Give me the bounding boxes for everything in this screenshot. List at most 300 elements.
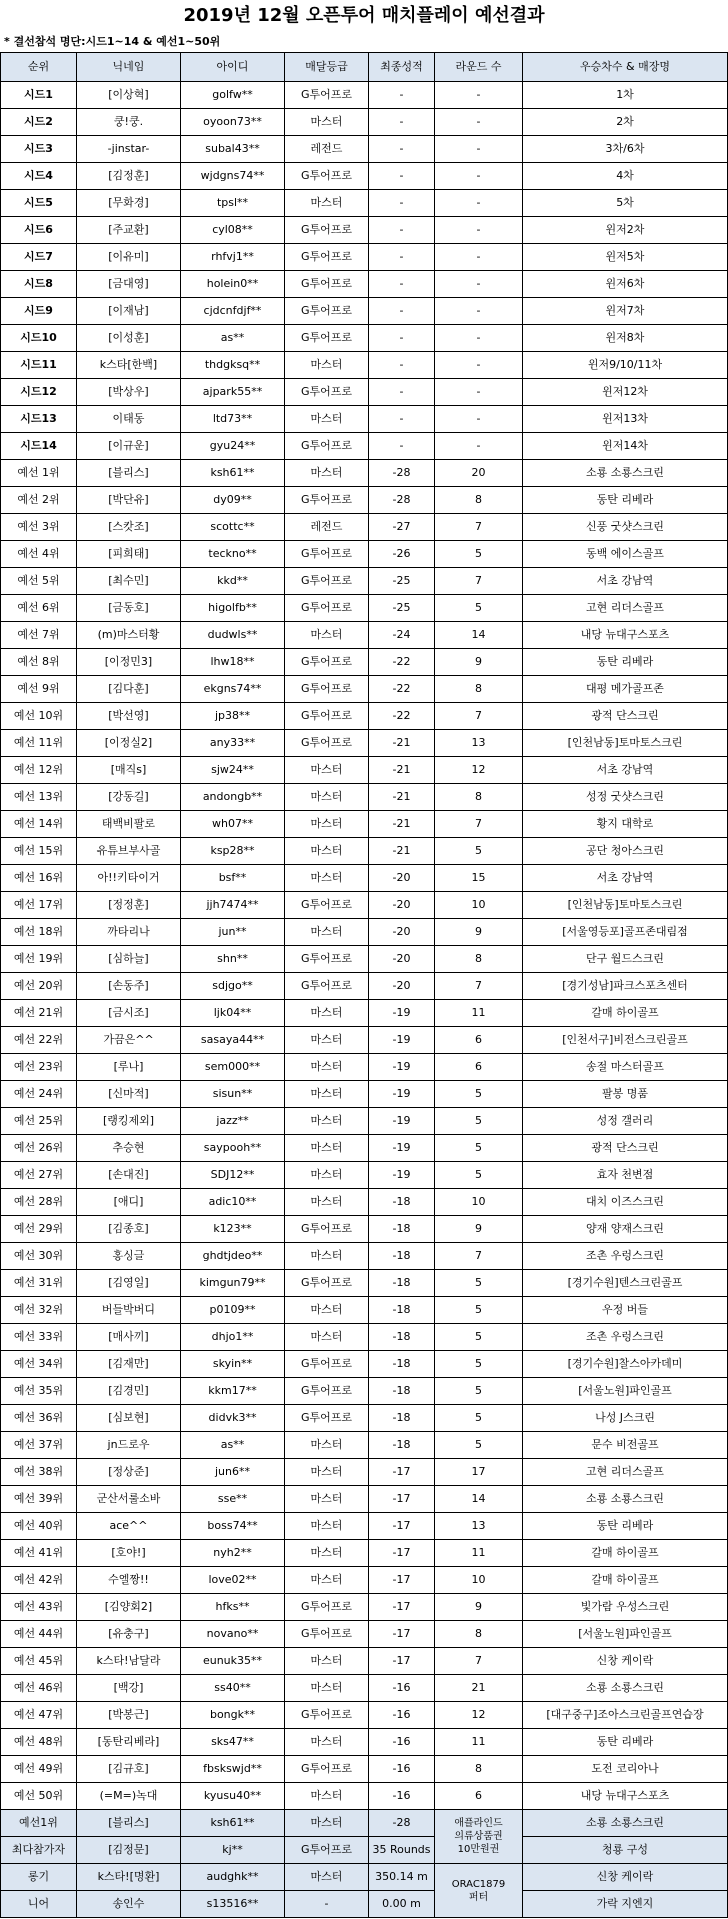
cell-final-score: -	[369, 244, 435, 271]
cell-nickname: [스캇조]	[77, 514, 181, 541]
cell-rank: 예선 9위	[1, 676, 77, 703]
cell-user-id: nyh2**	[181, 1540, 285, 1567]
prelim-row	[1, 676, 728, 703]
cell-rank: 예선 42위	[1, 1567, 77, 1594]
cell-final-score: -25	[369, 595, 435, 622]
prelim-row	[1, 595, 728, 622]
cell-final-score: -21	[369, 838, 435, 865]
cell-round-count: 11	[435, 1540, 523, 1567]
prelim-row	[1, 1378, 728, 1405]
cell-nickname: [금시조]	[77, 1000, 181, 1027]
cell-grade: G투어프로	[285, 1621, 369, 1648]
cell-venue: [대구중구]조아스크린골프연습장	[523, 1702, 728, 1729]
cell-rank: 시드9	[1, 298, 77, 325]
cell-rank: 예선 19위	[1, 946, 77, 973]
cell-final-score: -19	[369, 1135, 435, 1162]
award-venue: 청룡 구성	[523, 1837, 728, 1864]
cell-nickname: [유충구]	[77, 1621, 181, 1648]
cell-rank: 시드1	[1, 82, 77, 109]
cell-grade: 마스터	[285, 1675, 369, 1702]
cell-final-score: -16	[369, 1702, 435, 1729]
cell-round-count: 8	[435, 676, 523, 703]
cell-venue: 송절 마스터골프	[523, 1054, 728, 1081]
cell-grade: 마스터	[285, 1054, 369, 1081]
award-row	[1, 1864, 728, 1891]
cell-grade: 마스터	[285, 1432, 369, 1459]
cell-rank: 예선 11위	[1, 730, 77, 757]
cell-rank: 예선 4위	[1, 541, 77, 568]
cell-grade: 마스터	[285, 1567, 369, 1594]
prelim-row	[1, 1081, 728, 1108]
cell-rank: 예선 16위	[1, 865, 77, 892]
cell-rank: 예선 1위	[1, 460, 77, 487]
cell-nickname: k스타[한백]	[77, 352, 181, 379]
prelim-row	[1, 1000, 728, 1027]
prelim-row	[1, 1648, 728, 1675]
cell-venue: 우정 버들	[523, 1297, 728, 1324]
cell-user-id: sse**	[181, 1486, 285, 1513]
cell-nickname: [정정훈]	[77, 892, 181, 919]
award-row	[1, 1837, 728, 1864]
cell-grade: 마스터	[285, 1729, 369, 1756]
cell-final-score: -18	[369, 1270, 435, 1297]
cell-nickname: [박봉근]	[77, 1702, 181, 1729]
prelim-row	[1, 1783, 728, 1810]
cell-venue: 고현 리더스골프	[523, 595, 728, 622]
prelim-row	[1, 1162, 728, 1189]
cell-user-id: sisun**	[181, 1081, 285, 1108]
prelim-row	[1, 514, 728, 541]
cell-final-score: -16	[369, 1783, 435, 1810]
cell-grade: G투어프로	[285, 1405, 369, 1432]
cell-user-id: thdgksq**	[181, 352, 285, 379]
header-round-count: 라운드 수	[435, 53, 523, 82]
header-row	[1, 53, 728, 82]
cell-rank: 예선 30위	[1, 1243, 77, 1270]
cell-venue: 갈매 하이골프	[523, 1540, 728, 1567]
cell-round-count: -	[435, 244, 523, 271]
cell-final-score: -20	[369, 946, 435, 973]
cell-rank: 예선 28위	[1, 1189, 77, 1216]
prelim-row	[1, 811, 728, 838]
cell-rank: 시드7	[1, 244, 77, 271]
cell-round-count: -	[435, 109, 523, 136]
seed-row	[1, 406, 728, 433]
cell-user-id: ajpark55**	[181, 379, 285, 406]
cell-grade: G투어프로	[285, 244, 369, 271]
cell-nickname: 유튜브부사골	[77, 838, 181, 865]
cell-final-score: -	[369, 136, 435, 163]
cell-round-count: -	[435, 379, 523, 406]
prelim-row	[1, 1621, 728, 1648]
cell-round-count: 12	[435, 757, 523, 784]
cell-rank: 예선 47위	[1, 1702, 77, 1729]
cell-nickname: [애디]	[77, 1189, 181, 1216]
cell-nickname: [블리스]	[77, 460, 181, 487]
seed-row	[1, 190, 728, 217]
cell-final-score: -16	[369, 1756, 435, 1783]
cell-round-count: 5	[435, 1432, 523, 1459]
cell-final-score: -17	[369, 1594, 435, 1621]
cell-grade: G투어프로	[285, 217, 369, 244]
cell-venue: 2차	[523, 109, 728, 136]
cell-grade: G투어프로	[285, 298, 369, 325]
cell-nickname: 추승현	[77, 1135, 181, 1162]
cell-user-id: fbskswjd**	[181, 1756, 285, 1783]
award-grade: -	[285, 1891, 369, 1918]
prelim-row	[1, 1324, 728, 1351]
cell-grade: 마스터	[285, 352, 369, 379]
cell-grade: 마스터	[285, 1297, 369, 1324]
cell-grade: 마스터	[285, 865, 369, 892]
seed-row	[1, 136, 728, 163]
prelim-row	[1, 730, 728, 757]
award-title: 니어	[1, 1891, 77, 1918]
cell-grade: G투어프로	[285, 1594, 369, 1621]
cell-venue: 효자 천변점	[523, 1162, 728, 1189]
award-nickname: k스타![명환]	[77, 1864, 181, 1891]
award-grade: 마스터	[285, 1810, 369, 1837]
cell-user-id: kkd**	[181, 568, 285, 595]
cell-final-score: -19	[369, 1000, 435, 1027]
cell-nickname: [김정훈]	[77, 163, 181, 190]
cell-nickname: -jinstar-	[77, 136, 181, 163]
prelim-row	[1, 1405, 728, 1432]
cell-round-count: -	[435, 271, 523, 298]
cell-venue: 고현 리더스골프	[523, 1459, 728, 1486]
cell-round-count: 5	[435, 595, 523, 622]
cell-final-score: -	[369, 379, 435, 406]
cell-final-score: -	[369, 190, 435, 217]
cell-grade: G투어프로	[285, 325, 369, 352]
cell-venue: [서울노원]파인골프	[523, 1621, 728, 1648]
cell-final-score: -20	[369, 919, 435, 946]
seed-row	[1, 433, 728, 460]
cell-round-count: 9	[435, 919, 523, 946]
cell-grade: 마스터	[285, 1486, 369, 1513]
cell-round-count: 5	[435, 1135, 523, 1162]
cell-user-id: sdjgo**	[181, 973, 285, 1000]
prelim-row	[1, 1540, 728, 1567]
cell-round-count: 21	[435, 1675, 523, 1702]
award-nickname: [블리스]	[77, 1810, 181, 1837]
award-venue: 신창 케이락	[523, 1864, 728, 1891]
cell-final-score: -	[369, 109, 435, 136]
cell-round-count: -	[435, 136, 523, 163]
cell-rank: 예선 32위	[1, 1297, 77, 1324]
cell-grade: G투어프로	[285, 1216, 369, 1243]
cell-grade: 마스터	[285, 919, 369, 946]
cell-venue: 조촌 우렁스크린	[523, 1324, 728, 1351]
cell-user-id: novano**	[181, 1621, 285, 1648]
cell-round-count: 6	[435, 1054, 523, 1081]
cell-venue: 내당 뉴대구스포츠	[523, 1783, 728, 1810]
cell-round-count: 12	[435, 1702, 523, 1729]
cell-venue: 갈매 하이골프	[523, 1567, 728, 1594]
seed-row	[1, 379, 728, 406]
cell-venue: 동탄 리베라	[523, 649, 728, 676]
cell-nickname: [이재남]	[77, 298, 181, 325]
cell-grade: 마스터	[285, 1027, 369, 1054]
cell-venue: 윈저7차	[523, 298, 728, 325]
cell-round-count: 17	[435, 1459, 523, 1486]
cell-round-count: 8	[435, 487, 523, 514]
cell-nickname: [김경민]	[77, 1378, 181, 1405]
cell-nickname: [박상우]	[77, 379, 181, 406]
cell-grade: 마스터	[285, 1135, 369, 1162]
cell-grade: 마스터	[285, 109, 369, 136]
cell-rank: 시드6	[1, 217, 77, 244]
cell-grade: G투어프로	[285, 946, 369, 973]
cell-user-id: ekgns74**	[181, 676, 285, 703]
cell-round-count: 5	[435, 1378, 523, 1405]
cell-user-id: sks47**	[181, 1729, 285, 1756]
cell-user-id: jp38**	[181, 703, 285, 730]
cell-venue: 빛가람 우성스크린	[523, 1594, 728, 1621]
cell-grade: 마스터	[285, 784, 369, 811]
cell-grade: 마스터	[285, 811, 369, 838]
prelim-row	[1, 1513, 728, 1540]
cell-venue: 4차	[523, 163, 728, 190]
prelim-row	[1, 892, 728, 919]
cell-round-count: 5	[435, 1270, 523, 1297]
header-user-id: 아이디	[181, 53, 285, 82]
cell-grade: 마스터	[285, 1324, 369, 1351]
cell-rank: 예선 46위	[1, 1675, 77, 1702]
cell-user-id: as**	[181, 325, 285, 352]
cell-venue: [인천서구]비전스크린골프	[523, 1027, 728, 1054]
cell-nickname: 태백비팔로	[77, 811, 181, 838]
award-title: 예선1위	[1, 1810, 77, 1837]
seed-row	[1, 163, 728, 190]
cell-grade: 마스터	[285, 1540, 369, 1567]
cell-grade: 마스터	[285, 1189, 369, 1216]
cell-rank: 예선 35위	[1, 1378, 77, 1405]
award-venue: 소룡 소룡스크린	[523, 1810, 728, 1837]
cell-rank: 시드4	[1, 163, 77, 190]
cell-venue: [인천남동]토마토스크린	[523, 892, 728, 919]
cell-grade: 마스터	[285, 460, 369, 487]
cell-round-count: 8	[435, 1621, 523, 1648]
cell-user-id: adic10**	[181, 1189, 285, 1216]
cell-user-id: p0109**	[181, 1297, 285, 1324]
cell-rank: 예선 7위	[1, 622, 77, 649]
cell-rank: 시드2	[1, 109, 77, 136]
prelim-row	[1, 1189, 728, 1216]
cell-venue: 소룡 소룡스크린	[523, 460, 728, 487]
cell-venue: 윈저14차	[523, 433, 728, 460]
award-title: 롱기	[1, 1864, 77, 1891]
award-user-id: s13516**	[181, 1891, 285, 1918]
cell-user-id: ss40**	[181, 1675, 285, 1702]
prelim-row	[1, 865, 728, 892]
cell-rank: 예선 33위	[1, 1324, 77, 1351]
prelim-row	[1, 1459, 728, 1486]
cell-user-id: eunuk35**	[181, 1648, 285, 1675]
cell-grade: 마스터	[285, 1243, 369, 1270]
prelim-row	[1, 1216, 728, 1243]
cell-nickname: [김재만]	[77, 1351, 181, 1378]
cell-rank: 시드5	[1, 190, 77, 217]
cell-venue: 3차/6차	[523, 136, 728, 163]
cell-rank: 예선 41위	[1, 1540, 77, 1567]
cell-grade: 레전드	[285, 514, 369, 541]
cell-venue: [경기수원]텐스크린골프	[523, 1270, 728, 1297]
cell-rank: 예선 21위	[1, 1000, 77, 1027]
cell-venue: 내당 뉴대구스포츠	[523, 622, 728, 649]
cell-final-score: -19	[369, 1108, 435, 1135]
prelim-row	[1, 838, 728, 865]
cell-user-id: lhw18**	[181, 649, 285, 676]
prelim-row	[1, 784, 728, 811]
cell-rank: 예선 14위	[1, 811, 77, 838]
cell-nickname: 아!!키타이거	[77, 865, 181, 892]
cell-grade: G투어프로	[285, 1378, 369, 1405]
cell-rank: 시드8	[1, 271, 77, 298]
cell-nickname: [이규운]	[77, 433, 181, 460]
prelim-row	[1, 946, 728, 973]
cell-round-count: -	[435, 163, 523, 190]
header-rank: 순위	[1, 53, 77, 82]
prelim-row	[1, 1729, 728, 1756]
cell-final-score: -18	[369, 1351, 435, 1378]
cell-grade: 마스터	[285, 1459, 369, 1486]
award-grade: 마스터	[285, 1864, 369, 1891]
prelim-row	[1, 1054, 728, 1081]
cell-grade: G투어프로	[285, 163, 369, 190]
seed-row	[1, 109, 728, 136]
cell-round-count: 5	[435, 1108, 523, 1135]
cell-nickname: [신마적]	[77, 1081, 181, 1108]
cell-nickname: [이성훈]	[77, 325, 181, 352]
award-prize: ORAC1879 퍼터	[435, 1864, 523, 1918]
cell-round-count: 5	[435, 1324, 523, 1351]
cell-round-count: 5	[435, 1081, 523, 1108]
cell-round-count: 20	[435, 460, 523, 487]
seed-row	[1, 325, 728, 352]
cell-user-id: teckno**	[181, 541, 285, 568]
award-user-id: ksh61**	[181, 1810, 285, 1837]
cell-round-count: 14	[435, 1486, 523, 1513]
cell-nickname: k스타!남달라	[77, 1648, 181, 1675]
prelim-row	[1, 1756, 728, 1783]
cell-grade: G투어프로	[285, 730, 369, 757]
seed-row	[1, 244, 728, 271]
cell-round-count: 7	[435, 973, 523, 1000]
cell-user-id: scottc**	[181, 514, 285, 541]
header-venue: 우승차수 & 매장명	[523, 53, 728, 82]
cell-grade: G투어프로	[285, 433, 369, 460]
award-user-id: audghk**	[181, 1864, 285, 1891]
cell-final-score: -22	[369, 703, 435, 730]
cell-grade: G투어프로	[285, 1702, 369, 1729]
cell-final-score: -18	[369, 1216, 435, 1243]
prelim-row	[1, 1135, 728, 1162]
cell-user-id: kyusu40**	[181, 1783, 285, 1810]
cell-round-count: 7	[435, 811, 523, 838]
results-table	[0, 52, 728, 1918]
cell-venue: 윈저8차	[523, 325, 728, 352]
cell-user-id: boss74**	[181, 1513, 285, 1540]
cell-nickname: [정상준]	[77, 1459, 181, 1486]
cell-nickname: [이유미]	[77, 244, 181, 271]
cell-user-id: shn**	[181, 946, 285, 973]
cell-nickname: [강동길]	[77, 784, 181, 811]
cell-rank: 예선 13위	[1, 784, 77, 811]
cell-user-id: oyoon73**	[181, 109, 285, 136]
cell-round-count: 14	[435, 622, 523, 649]
cell-final-score: -	[369, 217, 435, 244]
cell-nickname: [이정실2]	[77, 730, 181, 757]
cell-nickname: [이정민3]	[77, 649, 181, 676]
cell-rank: 예선 44위	[1, 1621, 77, 1648]
cell-venue: 서초 강남역	[523, 865, 728, 892]
cell-round-count: 9	[435, 1216, 523, 1243]
cell-rank: 예선 34위	[1, 1351, 77, 1378]
cell-venue: 팔봉 명품	[523, 1081, 728, 1108]
cell-final-score: -	[369, 82, 435, 109]
cell-user-id: kkm17**	[181, 1378, 285, 1405]
header-nickname: 닉네임	[77, 53, 181, 82]
cell-final-score: -28	[369, 487, 435, 514]
cell-grade: G투어프로	[285, 892, 369, 919]
cell-venue: 신창 케이락	[523, 1648, 728, 1675]
cell-nickname: 쿵!쿵.	[77, 109, 181, 136]
cell-round-count: 8	[435, 784, 523, 811]
cell-user-id: jjh7474**	[181, 892, 285, 919]
cell-user-id: ghdtjdeo**	[181, 1243, 285, 1270]
cell-venue: 신풍 굿샷스크린	[523, 514, 728, 541]
cell-round-count: 8	[435, 1756, 523, 1783]
cell-nickname: 이태동	[77, 406, 181, 433]
cell-rank: 예선 18위	[1, 919, 77, 946]
cell-user-id: golfw**	[181, 82, 285, 109]
cell-venue: 동탄 리베라	[523, 1513, 728, 1540]
attendance-note: * 결선참석 명단:시드1~14 & 예선1~50위	[4, 35, 221, 48]
seed-row	[1, 271, 728, 298]
cell-rank: 예선 5위	[1, 568, 77, 595]
cell-rank: 예선 39위	[1, 1486, 77, 1513]
prelim-row	[1, 973, 728, 1000]
cell-grade: 마스터	[285, 1513, 369, 1540]
cell-user-id: ksp28**	[181, 838, 285, 865]
cell-rank: 예선 23위	[1, 1054, 77, 1081]
cell-final-score: -	[369, 298, 435, 325]
cell-final-score: -20	[369, 973, 435, 1000]
prelim-row	[1, 1351, 728, 1378]
cell-user-id: jazz**	[181, 1108, 285, 1135]
cell-venue: 대치 이즈스크린	[523, 1189, 728, 1216]
cell-venue: [서울영등포]골프존대림점	[523, 919, 728, 946]
cell-round-count: 9	[435, 649, 523, 676]
cell-final-score: -25	[369, 568, 435, 595]
cell-rank: 예선 48위	[1, 1729, 77, 1756]
cell-grade: 마스터	[285, 1648, 369, 1675]
award-user-id: kj**	[181, 1837, 285, 1864]
cell-final-score: -19	[369, 1054, 435, 1081]
cell-user-id: cyl08**	[181, 217, 285, 244]
cell-rank: 예선 50위	[1, 1783, 77, 1810]
seed-row	[1, 217, 728, 244]
cell-final-score: -19	[369, 1162, 435, 1189]
cell-nickname: [심보현]	[77, 1405, 181, 1432]
award-venue: 가락 지엔지	[523, 1891, 728, 1918]
cell-user-id: jun**	[181, 919, 285, 946]
cell-grade: G투어프로	[285, 1351, 369, 1378]
cell-grade: 마스터	[285, 406, 369, 433]
cell-user-id: wjdgns74**	[181, 163, 285, 190]
cell-round-count: 7	[435, 568, 523, 595]
